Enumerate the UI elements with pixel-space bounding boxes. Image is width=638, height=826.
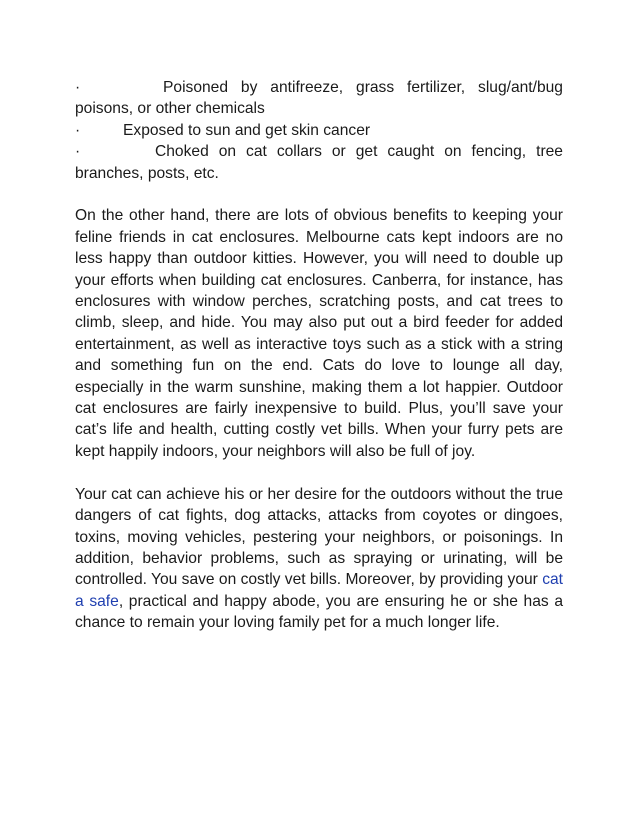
- paragraph-text-after-link: , practical and happy abode, you are ensuring he or she has a chance to remain your loving family pet for a much longer life.: [75, 592, 563, 632]
- cat-safe-link[interactable]: cat a safe: [75, 571, 564, 610]
- bullet-text: Exposed to sun and get skin cancer: [123, 121, 371, 139]
- paragraph-spacer: [75, 184, 563, 205]
- bullet-marker: ·: [75, 121, 81, 139]
- paragraph-text-before-link: Your cat can achieve his or her desire for the outdoors without the true dangers of cat fights, dog attacks, attacks from coyotes or dingoes, toxins, moving vehicles, pestering your neighbors, or poisonings. In addition, behavior problems, such as spraying or urinating, will be controlled. You save on costly vet bills. Moreover, by providing your: [75, 485, 563, 589]
- paragraph-benefits: On the other hand, there are lots of obvious benefits to keeping your feline friends in cat enclosures. Melbourne cats kept indoors are no less happy than outdoor kitties. However, you will need to double up your efforts when building cat enclosures. Canberra, for instance, has enclosures with window perches, scratching posts, and cat trees to climb, sleep, and hide. You may also put out a bird feeder for added entertainment, as well as interactive toys such as a stick with a string and something fun on the end. Cats do love to lounge all day, especially in the warm sunshine, making them a lot happier. Outdoor cat enclosures are fairly inexpensive to build. Plus, you’ll save your cat’s life and health, cutting costly vet bills. When your furry pets are kept happily indoors, your neighbors will also be full of joy.: [75, 207, 563, 460]
- paragraph-spacer: [75, 462, 563, 483]
- bullet-item-poisoned: [75, 77, 563, 120]
- bullet-item-choked: [75, 141, 563, 184]
- bullet-text: Choked on cat collars or get caught on fencing, tree branches, posts, etc.: [75, 143, 563, 182]
- bullet-text: Poisoned by antifreeze, grass fertilizer, slug/ant/bug poisons, or other chemicals: [75, 79, 563, 118]
- paragraph-conclusion: [75, 484, 563, 634]
- document-body: [75, 77, 563, 634]
- bullet-marker: ·: [75, 79, 81, 96]
- bullet-marker: ·: [75, 143, 81, 161]
- bullet-item-sun: [75, 120, 563, 141]
